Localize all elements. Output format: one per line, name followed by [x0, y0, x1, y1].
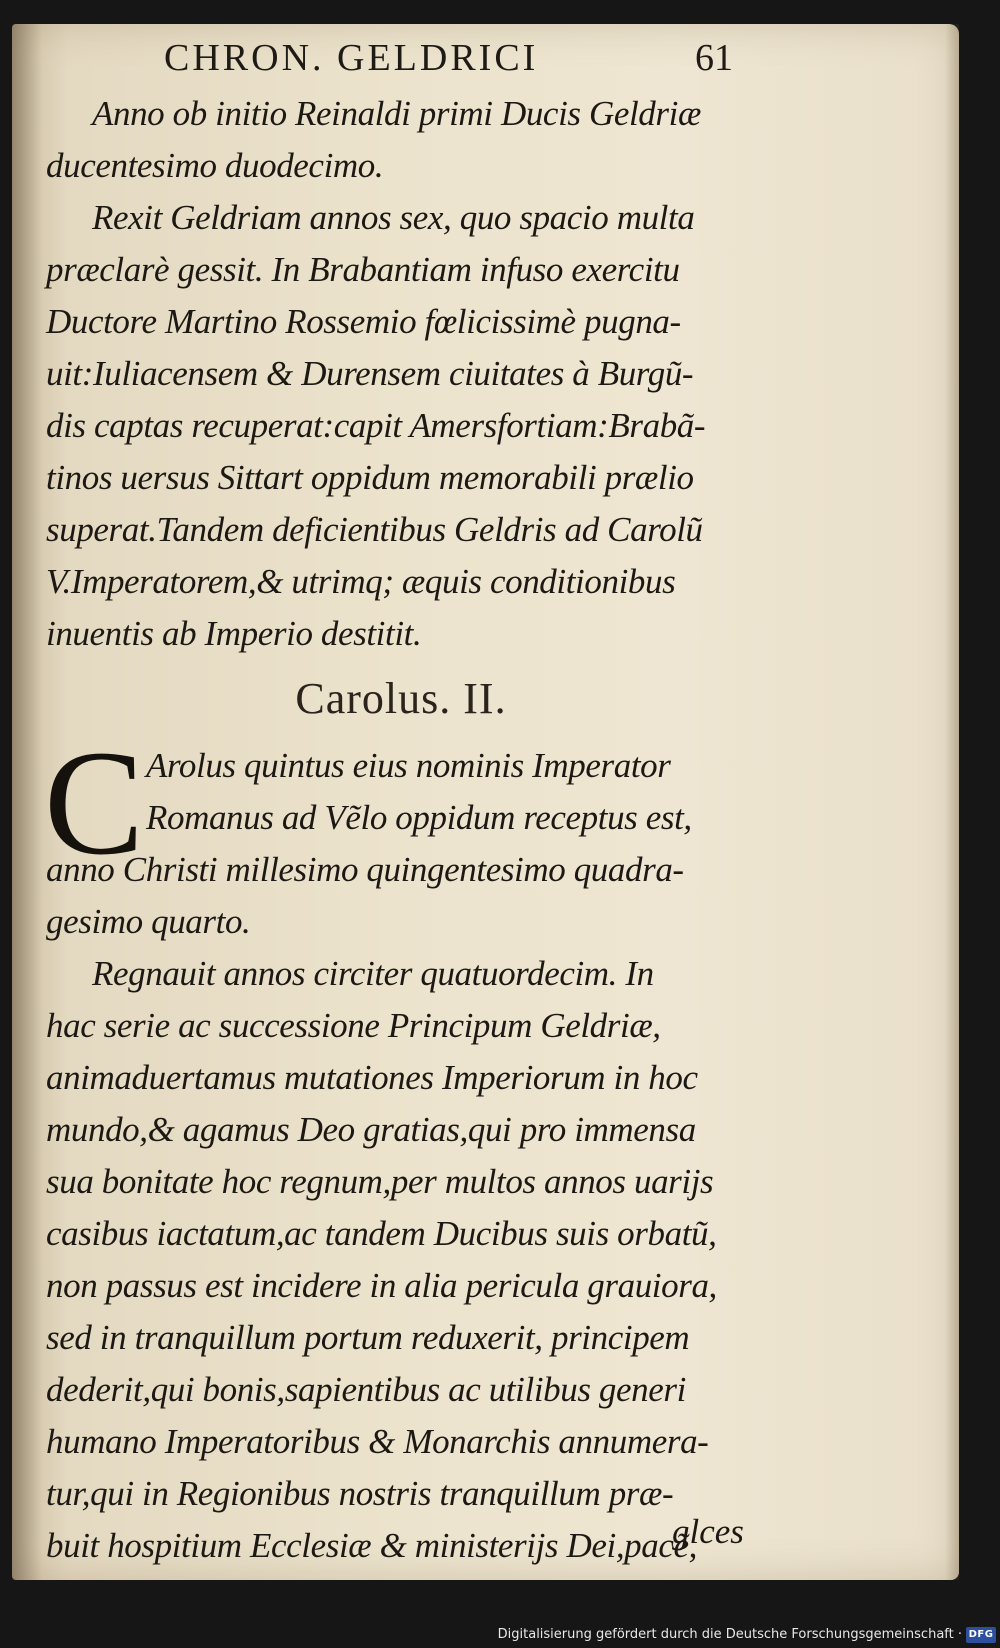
- text-line: sua bonitate hoc regnum,per multos annos uarijs: [46, 1162, 714, 1201]
- page-number: 61: [695, 37, 733, 79]
- text-line: Romanus ad Vẽlo oppidum receptus est,: [146, 798, 692, 837]
- funding-credit: Digitalisierung gefördert durch die Deutsche Forschungsgemeinschaft ·: [497, 1627, 962, 1642]
- book-page: [12, 24, 959, 1580]
- text-line: non passus est incidere in alia pericula grauiora,: [46, 1266, 717, 1305]
- text-line: uit:Iuliacensem & Durensem ciuitates à Burgũ-: [46, 354, 694, 393]
- paragraph-2: [46, 192, 746, 660]
- text-line: dis captas recuperat:capit Amersfortiam:Brabã-: [46, 406, 706, 445]
- text-line: casibus iactatum,ac tandem Ducibus suis orbatũ,: [46, 1214, 717, 1253]
- paragraph-3-end: [46, 896, 746, 948]
- text-line: Rexit Geldriam annos sex, quo spacio multa: [92, 198, 695, 237]
- text-line: ducentesimo duodecimo.: [46, 146, 384, 185]
- paragraph-4: [46, 948, 746, 1572]
- text-line: sed in tranquillum portum reduxerit, principem: [46, 1318, 690, 1357]
- main-text: [46, 88, 746, 1572]
- paragraph-1: [46, 88, 746, 192]
- catchword: glces: [672, 1512, 744, 1551]
- running-head: [12, 32, 959, 82]
- text-line: V.Imperatorem,& utrimq; æquis conditionibus: [46, 562, 676, 601]
- text-line: Arolus quintus eius nominis Imperator: [146, 746, 671, 785]
- text-line: gesimo quarto.: [46, 902, 251, 941]
- text-line: tur,qui in Regionibus nostris tranquillum præ-: [46, 1474, 674, 1513]
- text-line: animaduertamus mutationes Imperiorum in hoc: [46, 1058, 698, 1097]
- text-line: Ductore Martino Rossemio fœlicissimè pugna-: [46, 302, 681, 341]
- footer-bar: [0, 1624, 1000, 1648]
- text-line: dederit,qui bonis,sapientibus ac utilibus generi: [46, 1370, 686, 1409]
- text-line: tinos uersus Sittart oppidum memorabili prælio: [46, 458, 694, 497]
- text-line: Anno ob initio Reinaldi primi Ducis Geldriæ: [92, 94, 701, 133]
- text-line: mundo,& agamus Deo gratias,qui pro immensa: [46, 1110, 696, 1149]
- text-line: buit hospitium Ecclesiæ & ministerijs Dei,pacẽ,: [46, 1526, 697, 1565]
- section-heading: Carolus. II.: [295, 674, 507, 723]
- dfg-logo-icon: DFG: [966, 1627, 996, 1643]
- drop-cap-initial: C: [44, 720, 145, 886]
- paragraph-3: [44, 720, 746, 896]
- text-line: Regnauit annos circiter quatuordecim. In: [92, 954, 654, 993]
- text-line: hac serie ac successione Principum Geldriæ,: [46, 1006, 661, 1045]
- text-line: inuentis ab Imperio destitit.: [46, 614, 422, 653]
- running-head-title: CHRON. GELDRICI: [164, 37, 539, 79]
- text-line: præclarè gessit. In Brabantiam infuso exercitu: [46, 250, 680, 289]
- text-line: anno Christi millesimo quingentesimo quadra-: [46, 850, 684, 889]
- text-line: humano Imperatoribus & Monarchis annumera-: [46, 1422, 709, 1461]
- text-line: superat.Tandem deficientibus Geldris ad Carolũ: [46, 510, 703, 549]
